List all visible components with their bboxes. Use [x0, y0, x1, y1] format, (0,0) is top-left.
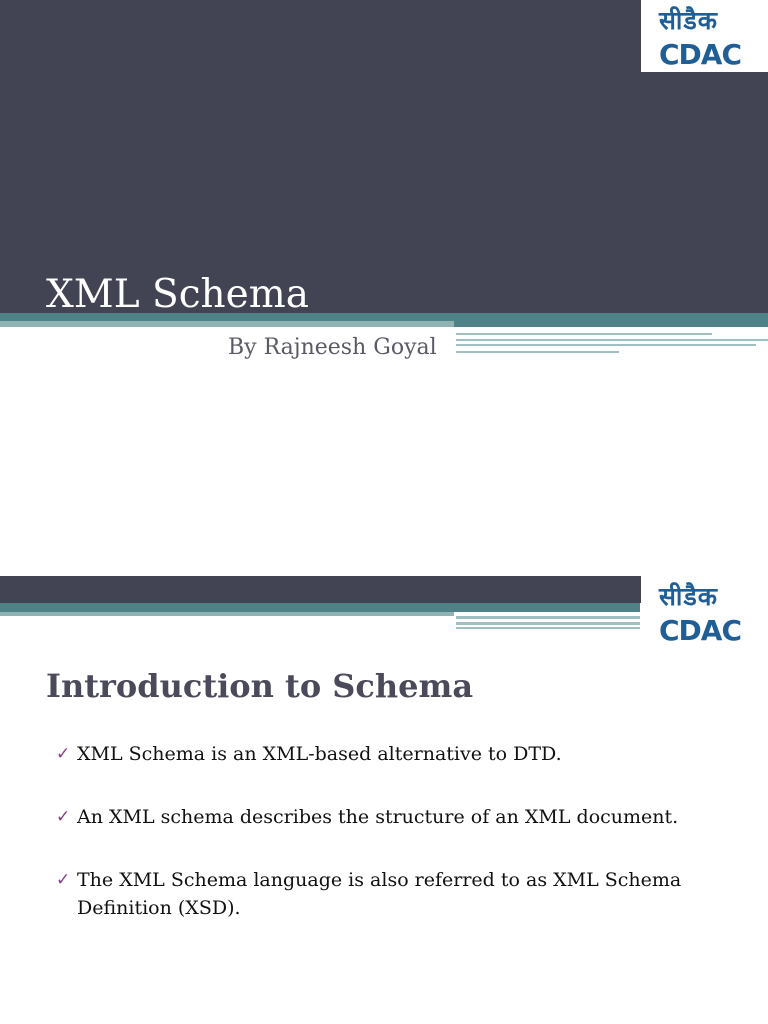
decorative-line	[456, 344, 756, 346]
decorative-line	[456, 627, 640, 629]
logo-hindi-text: सीडैक	[659, 6, 718, 35]
decorative-line	[456, 616, 640, 619]
teal-band	[0, 603, 640, 612]
decorative-line	[456, 351, 619, 353]
bullet-item	[56, 803, 716, 831]
logo-latin-text: CDAC	[659, 38, 742, 71]
slide-subtitle: By Rajneesh Goyal	[228, 335, 437, 360]
slide-heading: Introduction to Schema	[46, 667, 474, 705]
checkmark-icon: ✓	[56, 744, 71, 764]
bullet-text: XML Schema is an XML-based alternative to DTD.	[77, 743, 562, 765]
bullet-text: An XML schema describes the structure of an XML document.	[77, 806, 679, 828]
bullet-item	[56, 740, 716, 768]
checkmark-icon: ✓	[56, 807, 71, 827]
teal-band-right	[454, 321, 768, 327]
cdac-logo	[641, 576, 768, 648]
logo-latin-text: CDAC	[659, 614, 742, 647]
logo-hindi-text: सीडैक	[659, 582, 718, 611]
decorative-line	[456, 622, 640, 625]
decorative-line	[456, 333, 712, 335]
teal-band-light	[0, 321, 454, 327]
slide-title: XML Schema	[46, 272, 309, 317]
decorative-line	[456, 339, 768, 341]
cdac-logo	[641, 0, 768, 72]
teal-band-light	[0, 612, 454, 616]
bullet-item	[56, 866, 716, 922]
checkmark-icon: ✓	[56, 870, 71, 890]
content-slide	[0, 576, 768, 1024]
bullet-text: The XML Schema language is also referred to as XML Schema Definition (XSD).	[77, 869, 682, 919]
